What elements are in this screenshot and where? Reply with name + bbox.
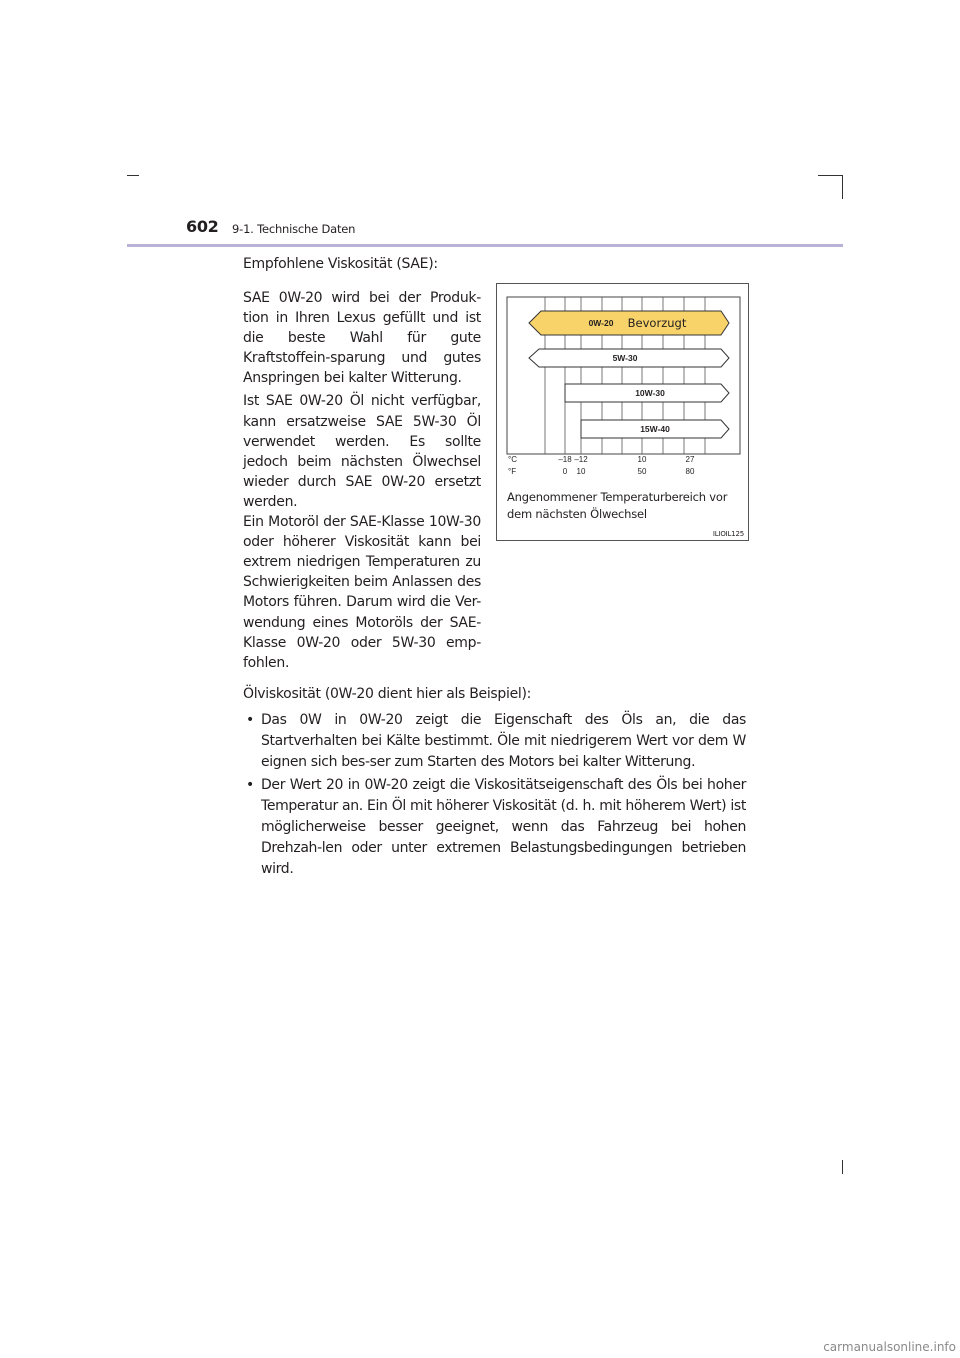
- crop-mark-top-right-h: [818, 175, 843, 176]
- tick-c-10: 10: [637, 455, 647, 464]
- bullet-symbol: •: [246, 712, 254, 728]
- tick-f-50: 50: [637, 467, 647, 476]
- unit-fahrenheit: °F: [508, 467, 517, 476]
- grade-0w20-arrow: [529, 311, 729, 335]
- grade-15w40-label: 15W-40: [640, 424, 670, 434]
- temperature-scale: [508, 455, 695, 476]
- bullet-text-cold-start: Das 0W in 0W-20 zeigt die Eigenschaft des Öls an, die das Startverhalten bei Kälte bestimmt. Öle mit niedrigerem Wert vor dem W eignen sich bes-ser zum Starten des Motors bei kalter Witterung.: [261, 712, 746, 770]
- crop-mark-bottom-right-v: [842, 1160, 843, 1174]
- grade-5w30-arrow: [529, 349, 729, 367]
- tick-c-minus12: –12: [574, 455, 588, 464]
- tick-c-minus18: –18: [558, 455, 572, 464]
- grade-10w30-label: 10W-30: [635, 388, 665, 398]
- list-item: [246, 710, 746, 773]
- grade-5w30-label: 5W-30: [612, 353, 638, 363]
- watermark: carmanualsonline.info: [823, 1340, 956, 1354]
- figure-caption: Angenommener Temperaturbereich vor dem nächsten Ölwechsel: [507, 490, 728, 521]
- preferred-label: Bevorzugt: [627, 316, 687, 330]
- tick-f-80: 80: [685, 467, 695, 476]
- grade-10w30-arrow: [565, 384, 729, 402]
- grade-15w40-arrow: [581, 420, 729, 438]
- tick-f-0: 0: [562, 467, 568, 476]
- tick-c-27: 27: [685, 455, 695, 464]
- intro-heading: Empfohlene Viskosität (SAE):: [243, 256, 438, 272]
- crop-mark-top-left-h: [127, 175, 139, 176]
- list-item: [246, 775, 746, 880]
- tick-f-10: 10: [576, 467, 586, 476]
- viscosity-bullet-list: [246, 710, 746, 882]
- header-rule: [127, 244, 843, 247]
- grade-0w20-label: 0W-20: [588, 318, 614, 328]
- left-column-text: [243, 288, 481, 676]
- section-title: 9-1. Technische Daten: [232, 222, 356, 236]
- viscosity-heading: Ölviskosität (0W-20 dient hier als Beispiel):: [243, 686, 532, 702]
- unit-celsius: °C: [508, 455, 517, 464]
- viscosity-chart-figure: [496, 283, 749, 541]
- bullet-text-high-temperature: Der Wert 20 in 0W-20 zeigt die Viskositätseigenschaft des Öls bei hoher Temperatur an. Ein Öl mit höherer Viskosität (d. h. mit höherem Wert) ist möglicherweise besser geeignet, wenn das Fahrzeug bei hohen Drehzah-len oder unter extremen Belastungsbedingungen betrieben wird.: [261, 777, 746, 877]
- paragraph-substitute-oil: Ist SAE 0W-20 Öl nicht verfügbar, kann ersatzweise SAE 5W-30 Öl verwendet werden. Es sollte jedoch beim nächsten Ölwechsel wieder durch SAE 0W-20 ersetzt werden.: [243, 393, 481, 510]
- figure-id: ILIOIL125: [712, 530, 744, 538]
- crop-mark-top-right-v: [842, 175, 843, 199]
- page-number: 602: [186, 217, 219, 236]
- paragraph-factory-oil: SAE 0W-20 wird bei der Produk-tion in Ihren Lexus gefüllt und ist die beste Wahl für gute Kraftstoffein-sparung und gutes Anspringen bei kalter Witterung.: [243, 290, 481, 387]
- bullet-symbol: •: [246, 777, 254, 793]
- paragraph-high-viscosity: Ein Motoröl der SAE-Klasse 10W-30 oder höherer Viskosität kann bei extrem niedrigen Temperaturen zu Schwierigkeiten beim Anlassen des Motors führen. Darum wird die Ver-wendung eines Motoröls der SAE-Klasse 0W-20 oder 5W-30 emp-fohlen.: [243, 514, 481, 671]
